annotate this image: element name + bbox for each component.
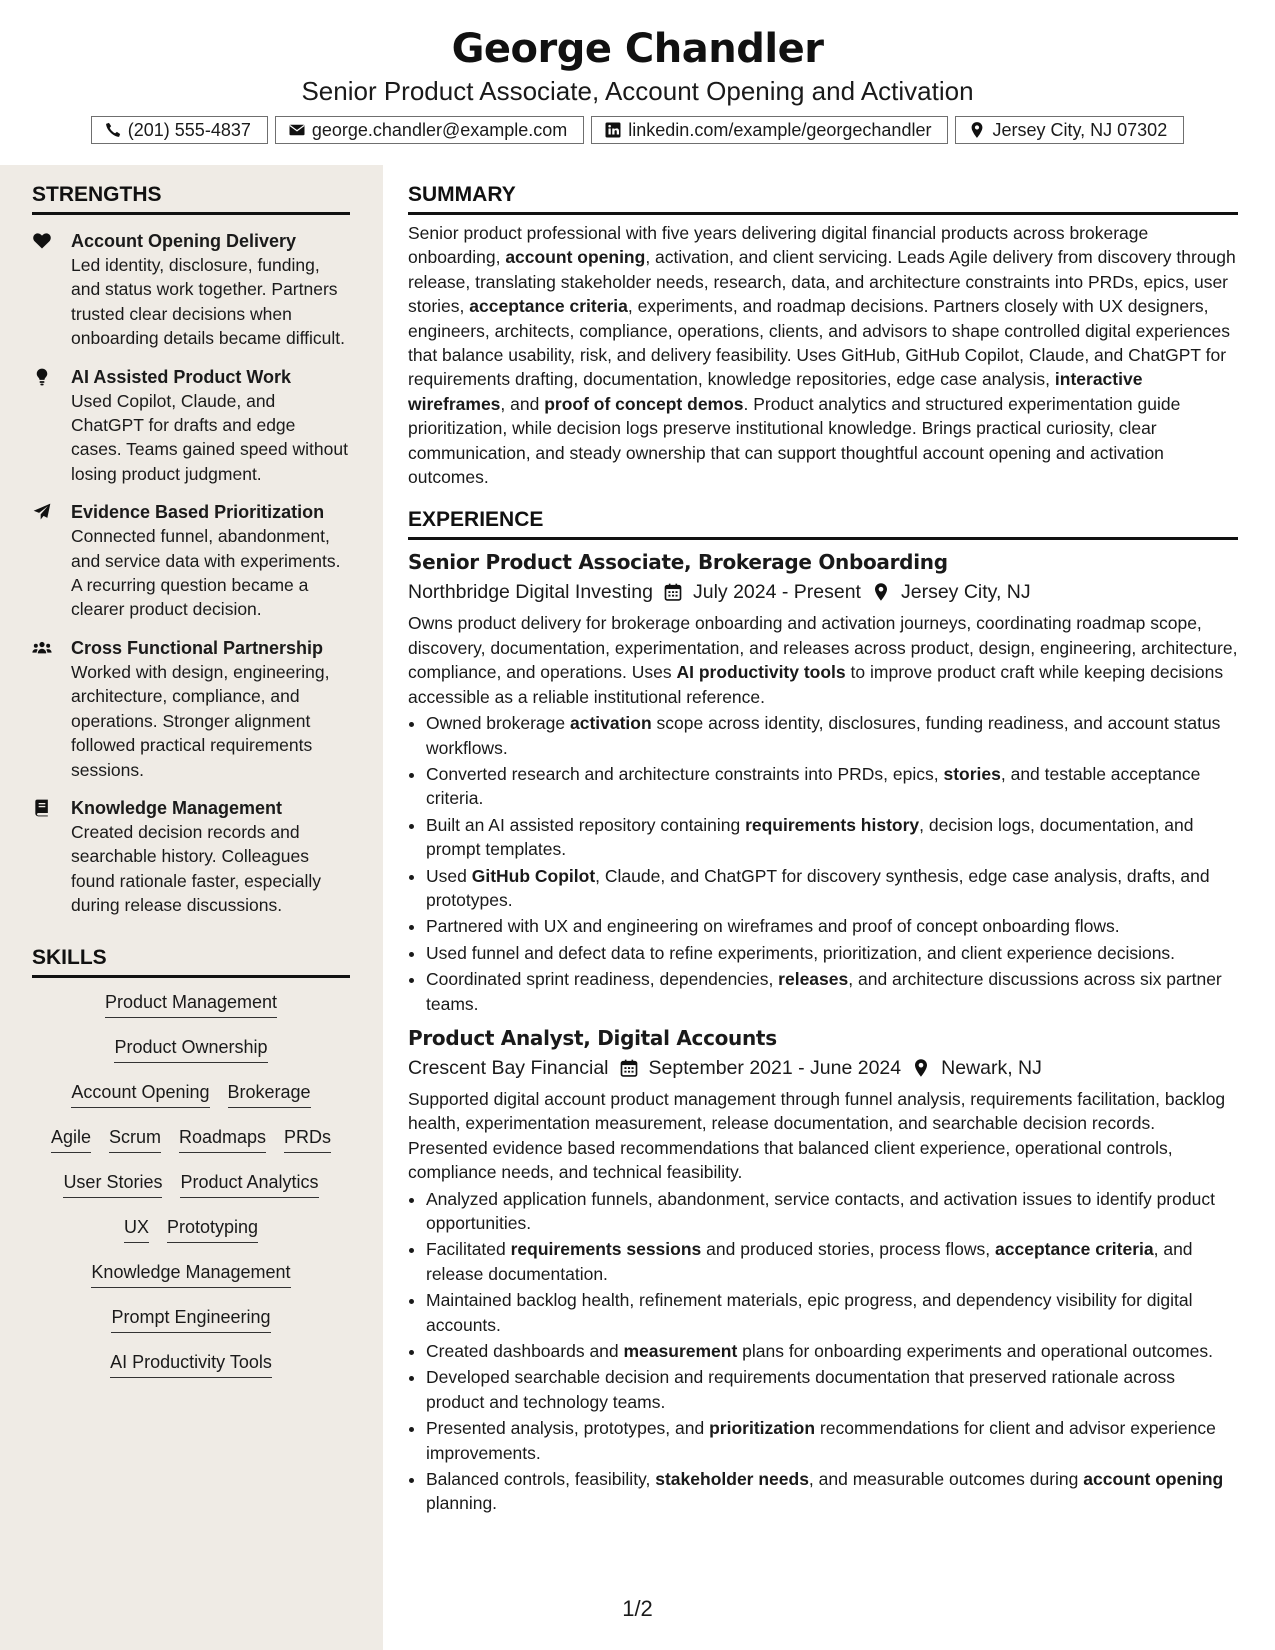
- map-pin-icon: [871, 582, 891, 602]
- calendar-icon: [619, 1058, 639, 1078]
- job-bullets: [408, 711, 1238, 1016]
- text-run: recommendations for client and advisor experience improvements.: [426, 1418, 1216, 1463]
- text-run: planning.: [426, 1493, 498, 1514]
- skill-tag: Agile: [51, 1125, 91, 1153]
- bold-text: AI productivity tools: [676, 662, 846, 683]
- job-location: Newark, NJ: [941, 1056, 1042, 1079]
- bold-text: requirements sessions: [510, 1239, 702, 1260]
- text-run: , decision logs, documentation, and prompt templates.: [426, 814, 1194, 860]
- skill-tag: Product Ownership: [114, 1035, 267, 1063]
- text-run: Partnered with UX and engineering on wireframes and proof of concept onboarding flows.: [426, 916, 1120, 937]
- book-icon: [32, 798, 52, 818]
- job-meta: [408, 579, 1238, 605]
- text-run: , and: [500, 393, 545, 414]
- text-run: Senior product professional with five years delivering digital financial products across brokerage onboarding,: [408, 223, 1149, 268]
- job-dates: September 2021 - June 2024: [648, 1056, 902, 1079]
- bold-text: proof of concept demos: [544, 393, 744, 414]
- job-bullet: [426, 762, 1238, 811]
- job-title: Senior Product Associate, Brokerage Onboarding: [408, 550, 948, 575]
- users-icon: [32, 638, 52, 658]
- job-location: Jersey City, NJ: [900, 581, 1031, 604]
- map-pin-icon: [968, 121, 986, 139]
- text-run: . Product analytics and structured experimentation guide prioritization, while decision logs preserve institutional knowledge. Brings practical curiosity, clear communication, and steady ownership that can support thoughtful account opening and activation outcomes.: [408, 393, 1181, 488]
- strength-desc: Connected funnel, abandonment, and service data with experiments. A recurring question became a clearer product decision.: [71, 526, 341, 620]
- bold-text: acceptance criteria: [995, 1239, 1154, 1260]
- strength-title: Evidence Based Prioritization: [71, 502, 325, 523]
- skill-tag: Product Analytics: [180, 1170, 318, 1198]
- text-run: and produced stories, process flows,: [701, 1239, 996, 1260]
- summary-heading: SUMMARY: [408, 182, 1238, 215]
- candidate-name: George Chandler: [451, 26, 824, 72]
- text-run: Presented analysis, prototypes, and: [426, 1418, 710, 1439]
- strength-item: [32, 796, 350, 918]
- strength-desc: Led identity, disclosure, funding, and status work together. Partners trusted clear decisions when onboarding details became difficult.: [71, 255, 346, 349]
- job-bullet: [426, 711, 1238, 760]
- text-run: Analyzed application funnels, abandonment, service contacts, and activation issues to identify product opportunities.: [426, 1188, 1215, 1233]
- job-bullet: [426, 864, 1238, 913]
- text-run: , Claude, and ChatGPT for discovery synthesis, edge case analysis, drafts, and prototypes.: [426, 865, 1210, 910]
- skills-list: [32, 990, 350, 1395]
- phone-text: (201) 555-4837: [127, 119, 251, 140]
- lightbulb-icon: [32, 367, 52, 387]
- job-entry: [408, 549, 1238, 1016]
- skill-tag: PRDs: [284, 1125, 331, 1153]
- job-company: Crescent Bay Financial: [408, 1056, 609, 1079]
- contact-email[interactable]: [275, 116, 584, 144]
- text-run: Owns product delivery for brokerage onboarding and activation journeys, coordinating roadmap scope, discovery, documentation, experimentation, and releases across product, design, engineering, architecture, compliance, and operations. Uses: [408, 613, 1238, 683]
- skill-tag: User Stories: [63, 1170, 162, 1198]
- contact-linkedin[interactable]: [591, 116, 948, 144]
- strength-item: [32, 365, 350, 487]
- skill-tag: Product Management: [105, 990, 277, 1018]
- text-run: Used: [426, 865, 472, 886]
- skill-tag: AI Productivity Tools: [110, 1350, 272, 1378]
- skill-row: [32, 1080, 350, 1125]
- envelope-icon: [288, 121, 306, 139]
- text-run: , activation, and client servicing. Leads Agile delivery from discovery through release, translating stakeholder needs, research, data, and architecture constraints into PRDs, epics, user stories,: [408, 247, 1236, 317]
- bold-text: account opening: [505, 247, 646, 268]
- skill-tag: Account Opening: [71, 1080, 209, 1108]
- text-run: Developed searchable decision and requirements documentation that preserved rationale across product and technology teams.: [426, 1367, 1176, 1412]
- text-run: Built an AI assisted repository containing: [426, 814, 746, 835]
- skill-tag: Prompt Engineering: [111, 1305, 270, 1333]
- linkedin-icon: [604, 121, 622, 139]
- skill-tag: Prototyping: [167, 1215, 258, 1243]
- text-run: Maintained backlog health, refinement materials, epic progress, and dependency visibility for digital accounts.: [426, 1290, 1193, 1335]
- bold-text: interactive wireframes: [408, 369, 1143, 414]
- job-bullet: [426, 1288, 1238, 1337]
- bold-text: acceptance criteria: [469, 296, 628, 317]
- job-bullet: [426, 1237, 1238, 1286]
- text-run: Balanced controls, feasibility,: [426, 1469, 656, 1490]
- text-run: , and architecture discussions across six partner teams.: [426, 969, 1222, 1014]
- calendar-icon: [663, 582, 683, 602]
- job-company: Northbridge Digital Investing: [408, 581, 653, 604]
- skill-tag: Knowledge Management: [91, 1260, 290, 1288]
- bold-text: prioritization: [709, 1418, 816, 1439]
- strength-item: [32, 500, 350, 622]
- job-bullets: [408, 1187, 1238, 1516]
- contact-bar: [0, 116, 1275, 144]
- text-run: , and release documentation.: [426, 1239, 1193, 1284]
- location-text: Jersey City, NJ 07302: [992, 119, 1168, 140]
- job-entry: [408, 1025, 1238, 1516]
- text-run: Supported digital account product management through funnel analysis, requirements facilitation, backlog health, experimentation measurement, release documentation, and searchable decision records. Presented evidence based recommendations that balanced client experience, operational controls, compliance needs, and technical feasibility.: [408, 1088, 1226, 1183]
- strength-item: [32, 229, 350, 351]
- contact-phone[interactable]: [91, 116, 268, 144]
- skill-row: [32, 1305, 350, 1350]
- text-run: scope across identity, disclosures, funding readiness, and account status workflows.: [426, 713, 1221, 758]
- candidate-title: Senior Product Associate, Account Opening and Activation: [301, 76, 974, 106]
- skill-row: [32, 1215, 350, 1260]
- strength-desc: Worked with design, engineering, architecture, compliance, and operations. Stronger alignment followed practical requirements sessions.: [71, 661, 330, 780]
- strength-desc: Created decision records and searchable history. Colleagues found rationale faster, especially during release discussions.: [71, 821, 322, 916]
- job-bullet: [426, 1339, 1238, 1363]
- strength-title: Account Opening Delivery: [71, 231, 297, 251]
- skill-row: [32, 990, 350, 1035]
- job-bullet: [426, 941, 1238, 965]
- job-intro: [408, 1087, 1238, 1185]
- text-run: Created dashboards and: [426, 1341, 624, 1362]
- linkedin-text: linkedin.com/example/georgechandler: [628, 119, 932, 140]
- job-bullet: [426, 1467, 1238, 1516]
- text-run: Used funnel and defect data to refine experiments, prioritization, and client experience decisions.: [426, 942, 1176, 963]
- page-number: 1/2: [622, 1596, 653, 1621]
- job-title: Product Analyst, Digital Accounts: [408, 1025, 777, 1050]
- bold-text: requirements history: [745, 814, 920, 835]
- contact-location: [955, 116, 1184, 144]
- bold-text: stakeholder needs: [655, 1469, 809, 1490]
- job-bullet: [426, 1416, 1238, 1465]
- bold-text: measurement: [623, 1341, 738, 1362]
- bold-text: stories: [943, 763, 1001, 784]
- text-run: to improve product craft while keeping decisions accessible as a reliable institutional reference.: [408, 662, 1224, 707]
- summary-text: [408, 221, 1238, 489]
- skills-heading: SKILLS: [32, 945, 350, 978]
- text-run: Owned brokerage: [426, 713, 570, 734]
- bold-text: releases: [778, 969, 849, 990]
- text-run: , and measurable outcomes during: [808, 1469, 1084, 1490]
- bold-text: activation: [569, 713, 652, 734]
- experience-heading: EXPERIENCE: [408, 507, 1238, 540]
- strengths-heading: STRENGTHS: [32, 182, 350, 215]
- bold-text: GitHub Copilot: [471, 865, 596, 886]
- job-bullet: [426, 1365, 1238, 1414]
- email-text: george.chandler@example.com: [311, 119, 568, 140]
- strength-item: [32, 636, 350, 782]
- skill-tag: Scrum: [109, 1125, 161, 1153]
- phone-icon: [104, 121, 122, 139]
- text-run: plans for onboarding experiments and operational outcomes.: [737, 1341, 1214, 1362]
- map-pin-icon: [911, 1058, 931, 1078]
- job-meta: [408, 1055, 1238, 1081]
- bold-text: account opening: [1083, 1469, 1224, 1490]
- skill-tag: UX: [124, 1215, 149, 1243]
- job-bullet: [426, 914, 1238, 938]
- paper-plane-icon: [32, 502, 52, 522]
- sidebar: [0, 165, 383, 1650]
- job-intro: [408, 611, 1238, 709]
- skill-row: [32, 1035, 350, 1080]
- text-run: , and testable acceptance criteria.: [426, 763, 1201, 809]
- resume-header: [0, 0, 1275, 165]
- text-run: Coordinated sprint readiness, dependencies,: [426, 969, 779, 990]
- job-bullet: [426, 813, 1238, 862]
- strength-title: Knowledge Management: [71, 797, 283, 818]
- strength-desc: Used Copilot, Claude, and ChatGPT for drafts and edge cases. Teams gained speed without losing product judgment.: [71, 390, 348, 484]
- skill-row: [32, 1125, 350, 1170]
- text-run: Converted research and architecture constraints into PRDs, epics,: [426, 763, 944, 784]
- skill-row: [32, 1260, 350, 1305]
- skill-tag: Roadmaps: [179, 1125, 266, 1153]
- main-content: [408, 182, 1238, 1518]
- skill-row: [32, 1350, 350, 1395]
- skill-tag: Brokerage: [228, 1080, 311, 1108]
- heart-icon: [32, 231, 52, 251]
- text-run: , experiments, and roadmap decisions. Partners closely with UX designers, engineers, architects, compliance, operations, clients, and advisors to shape controlled digital experiences that balance usability, risk, and delivery feasibility. Uses GitHub, GitHub Copilot, Claude, and ChatGPT for requirements drafting, documentation, knowledge repositories, edge case analysis,: [408, 296, 1230, 390]
- strength-title: AI Assisted Product Work: [71, 366, 292, 387]
- skill-row: [32, 1170, 350, 1215]
- job-dates: July 2024 - Present: [692, 581, 861, 604]
- job-bullet: [426, 967, 1238, 1016]
- job-bullet: [426, 1187, 1238, 1236]
- strength-title: Cross Functional Partnership: [71, 637, 324, 658]
- text-run: Facilitated: [426, 1239, 511, 1260]
